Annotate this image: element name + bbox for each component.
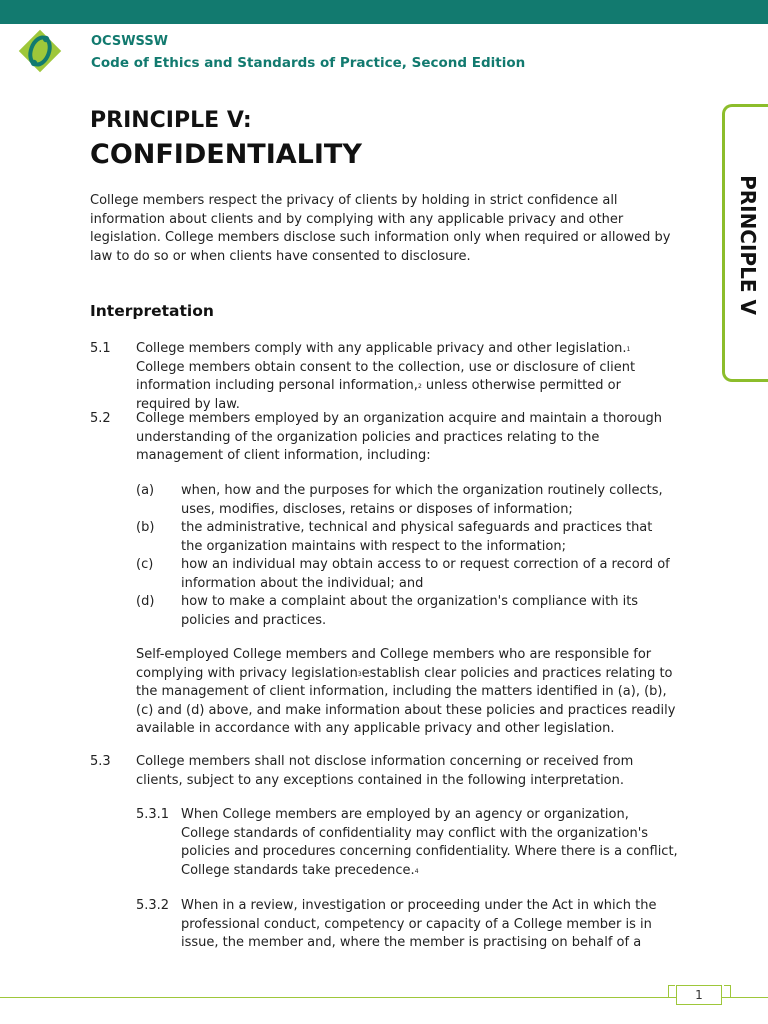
text-span: College members obtain consent to the collection, use or disclosure of client information including personal information, [136,359,636,394]
text-span: College members comply with any applicable privacy and other legislation. [136,341,627,356]
list-item-text: when, how and the purposes for which the organization routinely collects, uses, modifies, discloses, retains or disposes of information; [181,483,663,517]
section-5-2-text: College members employed by an organization acquire and maintain a thorough understanding of the organization policies and practices relating to the management of client information, including: [136,411,663,464]
text-span: establish clear policies and practices relating to the management of client information, including the matters identified in (a), (b), (c) and (d) above, and make information about these policies and practices readily available in accordance with any applicable privacy and other legislation. [136,665,676,737]
page-number: 1 [676,985,722,1005]
subsection-number: 5.3.1 [136,807,170,822]
intro-paragraph: College members respect the privacy of clients by holding in strict confidence all information about clients and by complying with any applicable privacy and other legislation. College members disclose such information only when required or allowed by law to do so or when clients have consented to disclosure. [90,193,671,264]
footnote-marker: 2 [417,383,422,391]
footnote-marker: 1 [626,346,631,353]
interpretation-heading: Interpretation [90,302,214,320]
principle-title: CONFIDENTIALITY [90,139,362,170]
list-item-text: the administrative, technical and physical safeguards and practices that the organization maintains with respect to the information; [181,520,653,554]
subsection-number: 5.3.2 [136,898,170,913]
footnote-marker: 3 [357,670,362,678]
list-item-label: (c) [136,557,154,572]
page-box-bracket-left [668,985,675,998]
footnote-marker: 4 [414,867,419,875]
text-span: When College members are employed by an agency or organization, College standards of confidentiality may conflict with the organization's policies and procedures concerning confidentiality. Where there is a conflict, College standards take precedence. [181,807,678,878]
section-5-2-paragraph [136,646,680,739]
list-item-label: (a) [136,483,155,498]
section-number: 5.1 [90,341,111,356]
text-span: Self-employed College members and College members who are responsible for complying with privacy legislation [136,647,652,681]
text-span: unless otherwise permitted or required by law. [136,378,621,412]
list-item-text: how to make a complaint about the organization's compliance with its policies and practices. [181,594,639,628]
list-item-label: (d) [136,594,155,609]
subsection-5-3-2-text: When in a review, investigation or proceeding under the Act in which the professional conduct, competency or capacity of a College member is in issue, the member and, where the member is practising on behalf of a [181,898,657,951]
section-tab-label: PRINCIPLE V [736,175,760,315]
list-item-label: (b) [136,520,155,535]
document-subtitle: Code of Ethics and Standards of Practice, Second Edition [91,55,526,71]
principle-label: PRINCIPLE V: [90,108,252,133]
section-number: 5.3 [90,754,111,769]
list-item-text: how an individual may obtain access to or request correction of a record of information about the individual; and [181,557,670,591]
header-bar [0,0,768,24]
section-5-1-text [136,340,678,414]
footer-rule [0,997,768,998]
subsection-5-3-1-text [181,806,678,880]
section-5-3-text: College members shall not disclose information concerning or received from clients, subject to any exceptions contained in the following interpretation. [136,754,634,788]
section-number: 5.2 [90,411,111,426]
org-name: OCSWSSW [91,34,169,49]
page-box-bracket-right [724,985,731,998]
ocswssw-logo [16,27,64,75]
